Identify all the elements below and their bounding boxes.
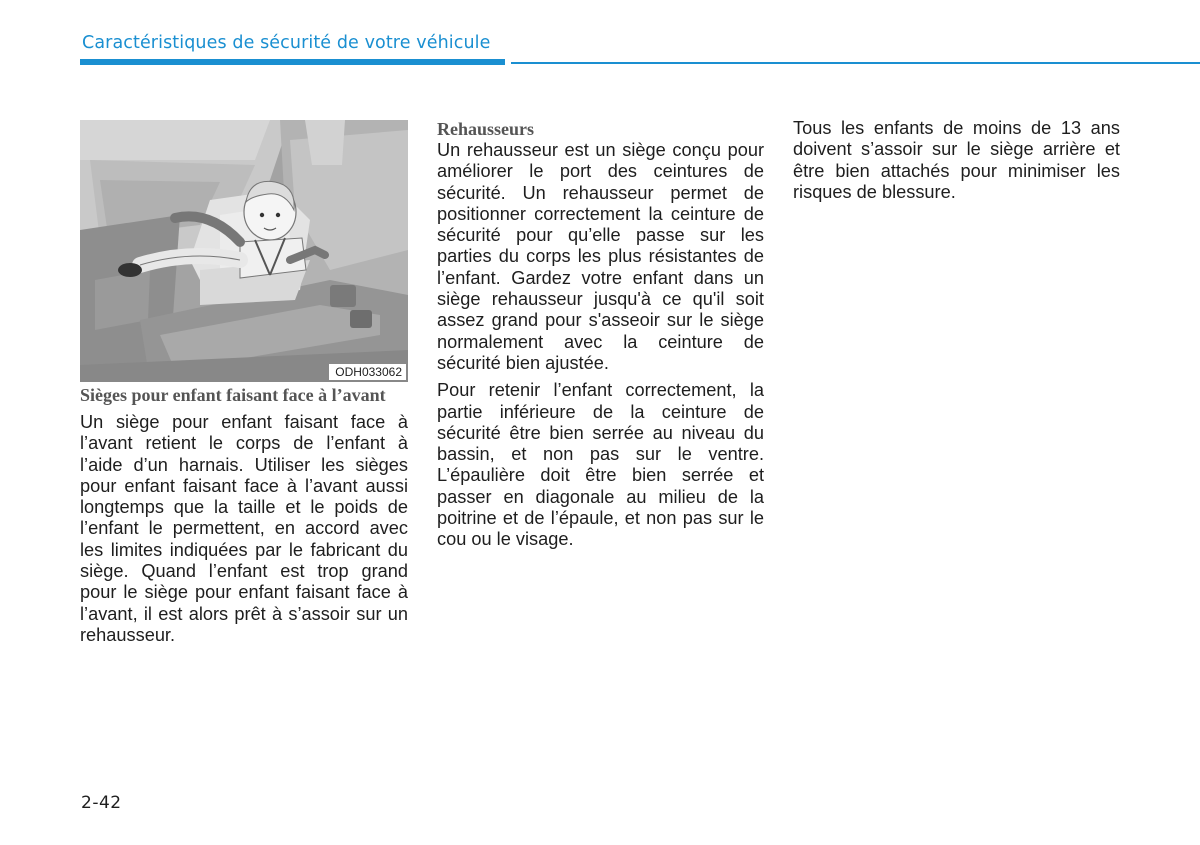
header-rule-thin	[511, 62, 1200, 64]
booster-seat-drawing	[80, 120, 408, 382]
column-1	[80, 384, 408, 646]
figure-code-label: ODH033062	[329, 364, 406, 380]
column-2	[437, 118, 764, 551]
forward-facing-subhead: Sièges pour enfant faisant face à l’avant	[80, 385, 386, 405]
age-warning-paragraph: Tous les enfants de moins de 13 ans doivent s’assoir sur le siège arrière et être bien attachés pour minimiser les risques de blessure.	[793, 118, 1120, 202]
booster-paragraph-2: Pour retenir l’enfant correctement, la partie inférieure de la ceinture de sécurité être bien serrée au niveau du bassin, et non pas sur le ventre. L’épaulière doit être bien serrée et passer en diagonale au milieu de la poitrine et de l’épaule, et non pas sur le cou ou le visage.	[437, 380, 764, 550]
page-number: 2-42	[81, 793, 122, 813]
forward-facing-paragraph: Un siège pour enfant faisant face à l’avant retient le corps de l’enfant à l’aide d’un harnais. Utiliser les sièges pour enfant faisant face à l’avant aussi longtemps que la taille et le poids de l’enfant le permettent, en accord avec les limites indiquées par le fabricant du siège. Quand l’enfant est trop grand pour le siège pour enfant faisant face à l’avant, il est alors prêt à s’assoir sur un rehausseur.	[80, 412, 408, 645]
booster-paragraph-1: Un rehausseur est un siège conçu pour améliorer le port des ceintures de sécurité. Un rehausseur permet de positionner correctement la ceinture de sécurité pour qu’elle passe sur les parties du corps les plus résistantes de l’enfant. Gardez votre enfant dans un siège rehausseur jusqu'à ce qu'il soit assez grand pour s'asseoir sur le siège normalement avec la ceinture de sécurité bien ajustée.	[437, 140, 764, 373]
booster-subhead: Rehausseurs	[437, 119, 535, 139]
column-3	[793, 118, 1120, 203]
header-rule-thick	[80, 59, 505, 65]
section-title: Caractéristiques de sécurité de votre véhicule	[82, 33, 491, 53]
booster-seat-illustration	[80, 120, 408, 382]
